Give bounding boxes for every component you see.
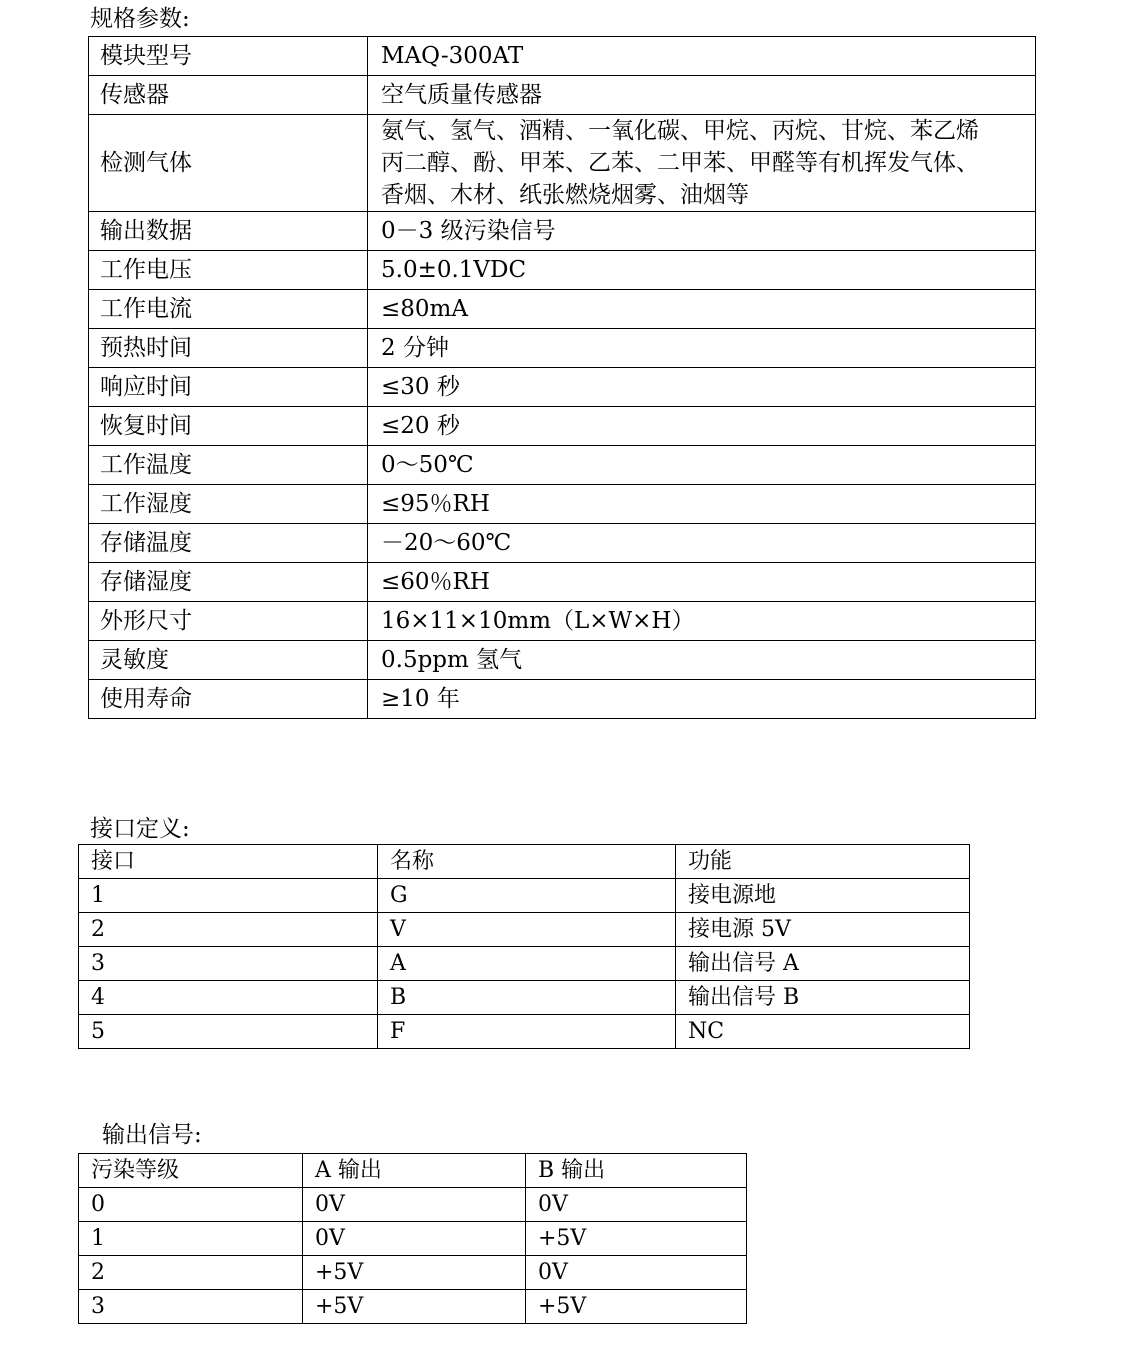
table-row <box>89 485 1036 524</box>
table-row <box>79 981 970 1015</box>
table-cell: B <box>378 981 676 1015</box>
table-row <box>89 368 1036 407</box>
spec-label: 恢复时间 <box>89 407 368 446</box>
table-cell: 0V <box>526 1256 747 1290</box>
table-cell: 输出信号 B <box>676 981 970 1015</box>
column-header: 名称 <box>378 845 676 879</box>
table-header-row <box>79 845 970 879</box>
spec-value: 0～50℃ <box>368 446 1036 485</box>
table-row <box>89 641 1036 680</box>
spec-value: ≤20 秒 <box>368 407 1036 446</box>
spec-value: 5.0±0.1VDC <box>368 251 1036 290</box>
spec-label: 使用寿命 <box>89 680 368 719</box>
spec-value: ≤95％RH <box>368 485 1036 524</box>
table-row <box>89 290 1036 329</box>
table-cell: 0 <box>79 1188 303 1222</box>
table-row <box>79 1290 747 1324</box>
spec-value: ≤80mA <box>368 290 1036 329</box>
spec-label: 外形尺寸 <box>89 602 368 641</box>
spec-label: 工作温度 <box>89 446 368 485</box>
table-row <box>89 563 1036 602</box>
table-cell: 0V <box>303 1188 526 1222</box>
spec-value: ≤60％RH <box>368 563 1036 602</box>
table-row <box>89 407 1036 446</box>
table-row <box>89 602 1036 641</box>
table-row <box>79 947 970 981</box>
spec-section-title: 规格参数: <box>90 6 190 32</box>
spec-value: 0.5ppm 氢气 <box>368 641 1036 680</box>
spec-value: MAQ-300AT <box>368 37 1036 76</box>
spec-value: ≥10 年 <box>368 680 1036 719</box>
spec-label: 工作湿度 <box>89 485 368 524</box>
interface-table <box>78 844 970 1049</box>
table-cell: F <box>378 1015 676 1049</box>
table-cell: G <box>378 879 676 913</box>
spec-label: 存储温度 <box>89 524 368 563</box>
table-cell: 1 <box>79 1222 303 1256</box>
table-cell: A <box>378 947 676 981</box>
table-row <box>89 212 1036 251</box>
spec-label: 灵敏度 <box>89 641 368 680</box>
spec-value-line: 氨气、氢气、酒精、一氧化碳、甲烷、丙烷、甘烷、苯乙烯 <box>381 118 979 144</box>
table-row <box>89 251 1036 290</box>
column-header: 接口 <box>79 845 378 879</box>
spec-label: 工作电压 <box>89 251 368 290</box>
spec-value: －20～60℃ <box>368 524 1036 563</box>
table-row <box>79 1222 747 1256</box>
spec-label: 存储湿度 <box>89 563 368 602</box>
spec-value: 0－3 级污染信号 <box>368 212 1036 251</box>
spec-value: 空气质量传感器 <box>368 76 1036 115</box>
column-header: 污染等级 <box>79 1154 303 1188</box>
table-row <box>79 879 970 913</box>
column-header: A 输出 <box>303 1154 526 1188</box>
spec-value-line: 香烟、木材、纸张燃烧烟雾、油烟等 <box>381 182 749 208</box>
table-row <box>89 446 1036 485</box>
table-row <box>79 1188 747 1222</box>
spec-label: 输出数据 <box>89 212 368 251</box>
table-cell: 0V <box>303 1222 526 1256</box>
table-row <box>79 1256 747 1290</box>
table-row <box>89 76 1036 115</box>
spec-value-line: 丙二醇、酚、甲苯、乙苯、二甲苯、甲醛等有机挥发气体、 <box>381 150 979 176</box>
table-cell: +5V <box>303 1290 526 1324</box>
spec-label: 响应时间 <box>89 368 368 407</box>
table-cell: 2 <box>79 1256 303 1290</box>
spec-table <box>88 36 1036 719</box>
table-row <box>89 680 1036 719</box>
interface-section-title: 接口定义: <box>90 816 190 842</box>
table-cell: +5V <box>303 1256 526 1290</box>
table-row <box>79 913 970 947</box>
table-cell: 接电源 5V <box>676 913 970 947</box>
table-row <box>89 115 1036 212</box>
spec-label: 检测气体 <box>89 115 368 212</box>
table-row <box>89 524 1036 563</box>
spec-value: 16×11×10mm（L×W×H） <box>368 602 1036 641</box>
table-cell: +5V <box>526 1222 747 1256</box>
table-row <box>89 37 1036 76</box>
table-cell: 0V <box>526 1188 747 1222</box>
table-cell: NC <box>676 1015 970 1049</box>
table-cell: 3 <box>79 947 378 981</box>
spec-label: 模块型号 <box>89 37 368 76</box>
table-row <box>89 329 1036 368</box>
table-cell: 输出信号 A <box>676 947 970 981</box>
output-section-title: 输出信号: <box>102 1122 202 1148</box>
spec-label: 工作电流 <box>89 290 368 329</box>
table-cell: 5 <box>79 1015 378 1049</box>
output-table <box>78 1153 747 1324</box>
spec-value-multiline <box>368 115 1036 212</box>
table-row <box>79 1015 970 1049</box>
column-header: 功能 <box>676 845 970 879</box>
table-header-row <box>79 1154 747 1188</box>
spec-label: 预热时间 <box>89 329 368 368</box>
spec-label: 传感器 <box>89 76 368 115</box>
table-cell: 2 <box>79 913 378 947</box>
spec-value: ≤30 秒 <box>368 368 1036 407</box>
table-cell: 接电源地 <box>676 879 970 913</box>
spec-value: 2 分钟 <box>368 329 1036 368</box>
table-cell: V <box>378 913 676 947</box>
table-cell: +5V <box>526 1290 747 1324</box>
table-cell: 1 <box>79 879 378 913</box>
table-cell: 4 <box>79 981 378 1015</box>
column-header: B 输出 <box>526 1154 747 1188</box>
table-cell: 3 <box>79 1290 303 1324</box>
